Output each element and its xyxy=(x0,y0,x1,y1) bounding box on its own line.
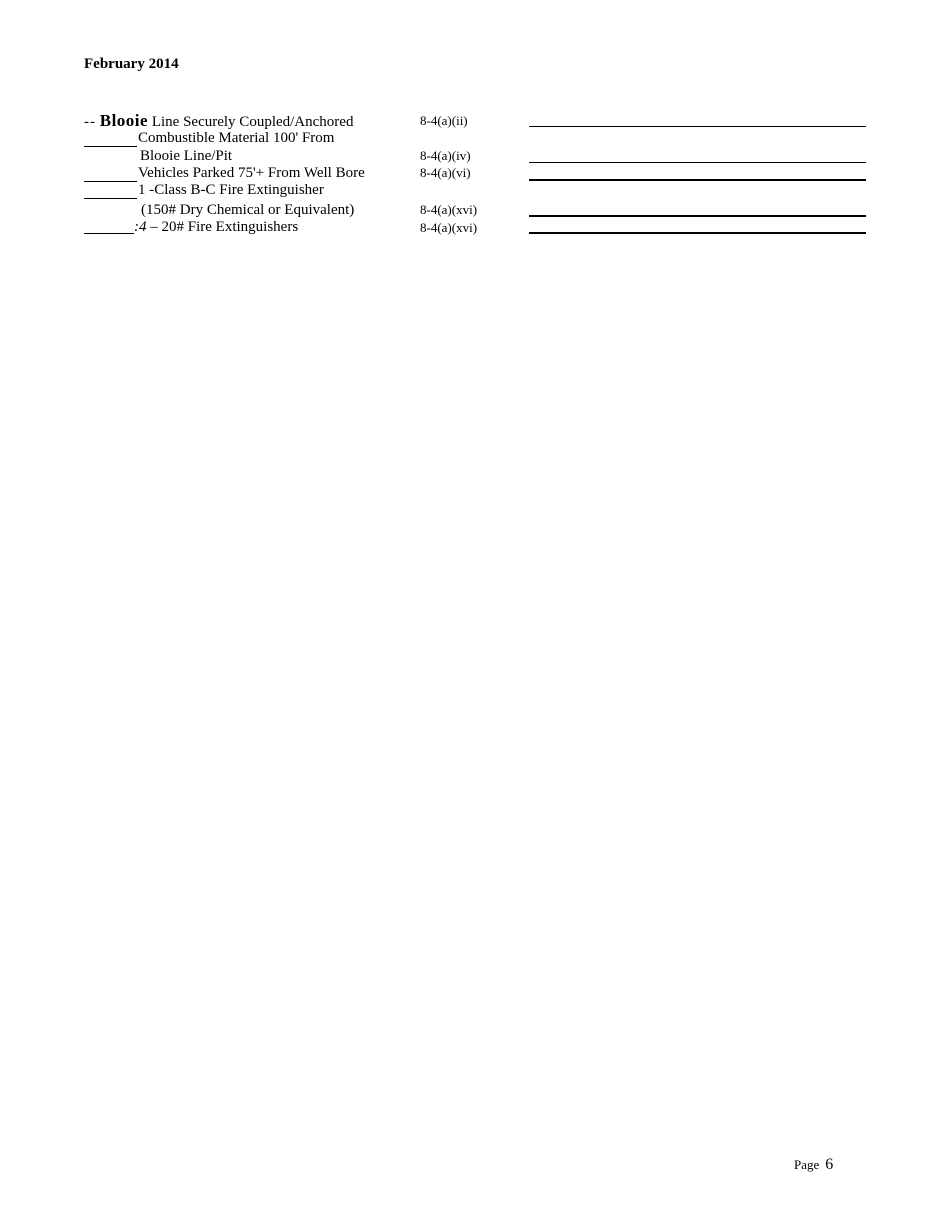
checklist-item-vehicles: Vehicles Parked 75'+ From Well Bore xyxy=(138,165,365,181)
checklist-item-class-bc-line1: 1 -Class B-C Fire Extinguisher xyxy=(138,182,324,198)
item-reference-blooie-line: 8-4(a)(ii) xyxy=(420,113,468,128)
notes-line-20lb-extinguishers[interactable] xyxy=(529,232,866,234)
page-footer xyxy=(794,1156,833,1174)
notes-line-combustible[interactable] xyxy=(529,162,866,163)
check-blank-20lb-extinguishers[interactable] xyxy=(84,233,134,234)
item-bold-word: Blooie xyxy=(99,111,149,130)
checklist-item-class-bc-line2: (150# Dry Chemical or Equivalent) xyxy=(141,202,355,218)
item-text: – 20# Fire Extinguishers xyxy=(150,219,299,235)
notes-line-vehicles[interactable] xyxy=(529,179,866,181)
checklist-item-combustible-line2: Blooie Line/Pit xyxy=(140,148,233,164)
notes-line-class-bc[interactable] xyxy=(529,215,866,217)
page-number: 6 xyxy=(825,1156,834,1173)
item-lead-quantity: :4 xyxy=(134,219,147,235)
inspection-checklist xyxy=(0,0,950,260)
notes-line-blooie-line[interactable] xyxy=(529,126,866,127)
check-blank-combustible[interactable] xyxy=(84,146,137,147)
item-reference-20lb-extinguishers: 8-4(a)(xvi) xyxy=(420,220,478,235)
item-lead-dashes: -- xyxy=(84,114,96,130)
item-reference-vehicles: 8-4(a)(vi) xyxy=(420,165,471,180)
item-reference-class-bc: 8-4(a)(xvi) xyxy=(420,202,478,217)
checklist-item-20lb-extinguishers xyxy=(134,218,298,236)
item-reference-combustible: 8-4(a)(iv) xyxy=(420,148,471,163)
checklist-item-combustible-line1: Combustible Material 100' From xyxy=(138,130,335,146)
page-label: Page xyxy=(794,1157,820,1172)
check-blank-class-bc-extinguisher[interactable] xyxy=(84,198,137,199)
check-blank-vehicles[interactable] xyxy=(84,181,137,182)
item-text: Line Securely Coupled/Anchored xyxy=(151,114,354,130)
page-date-header: February 2014 xyxy=(84,56,179,72)
